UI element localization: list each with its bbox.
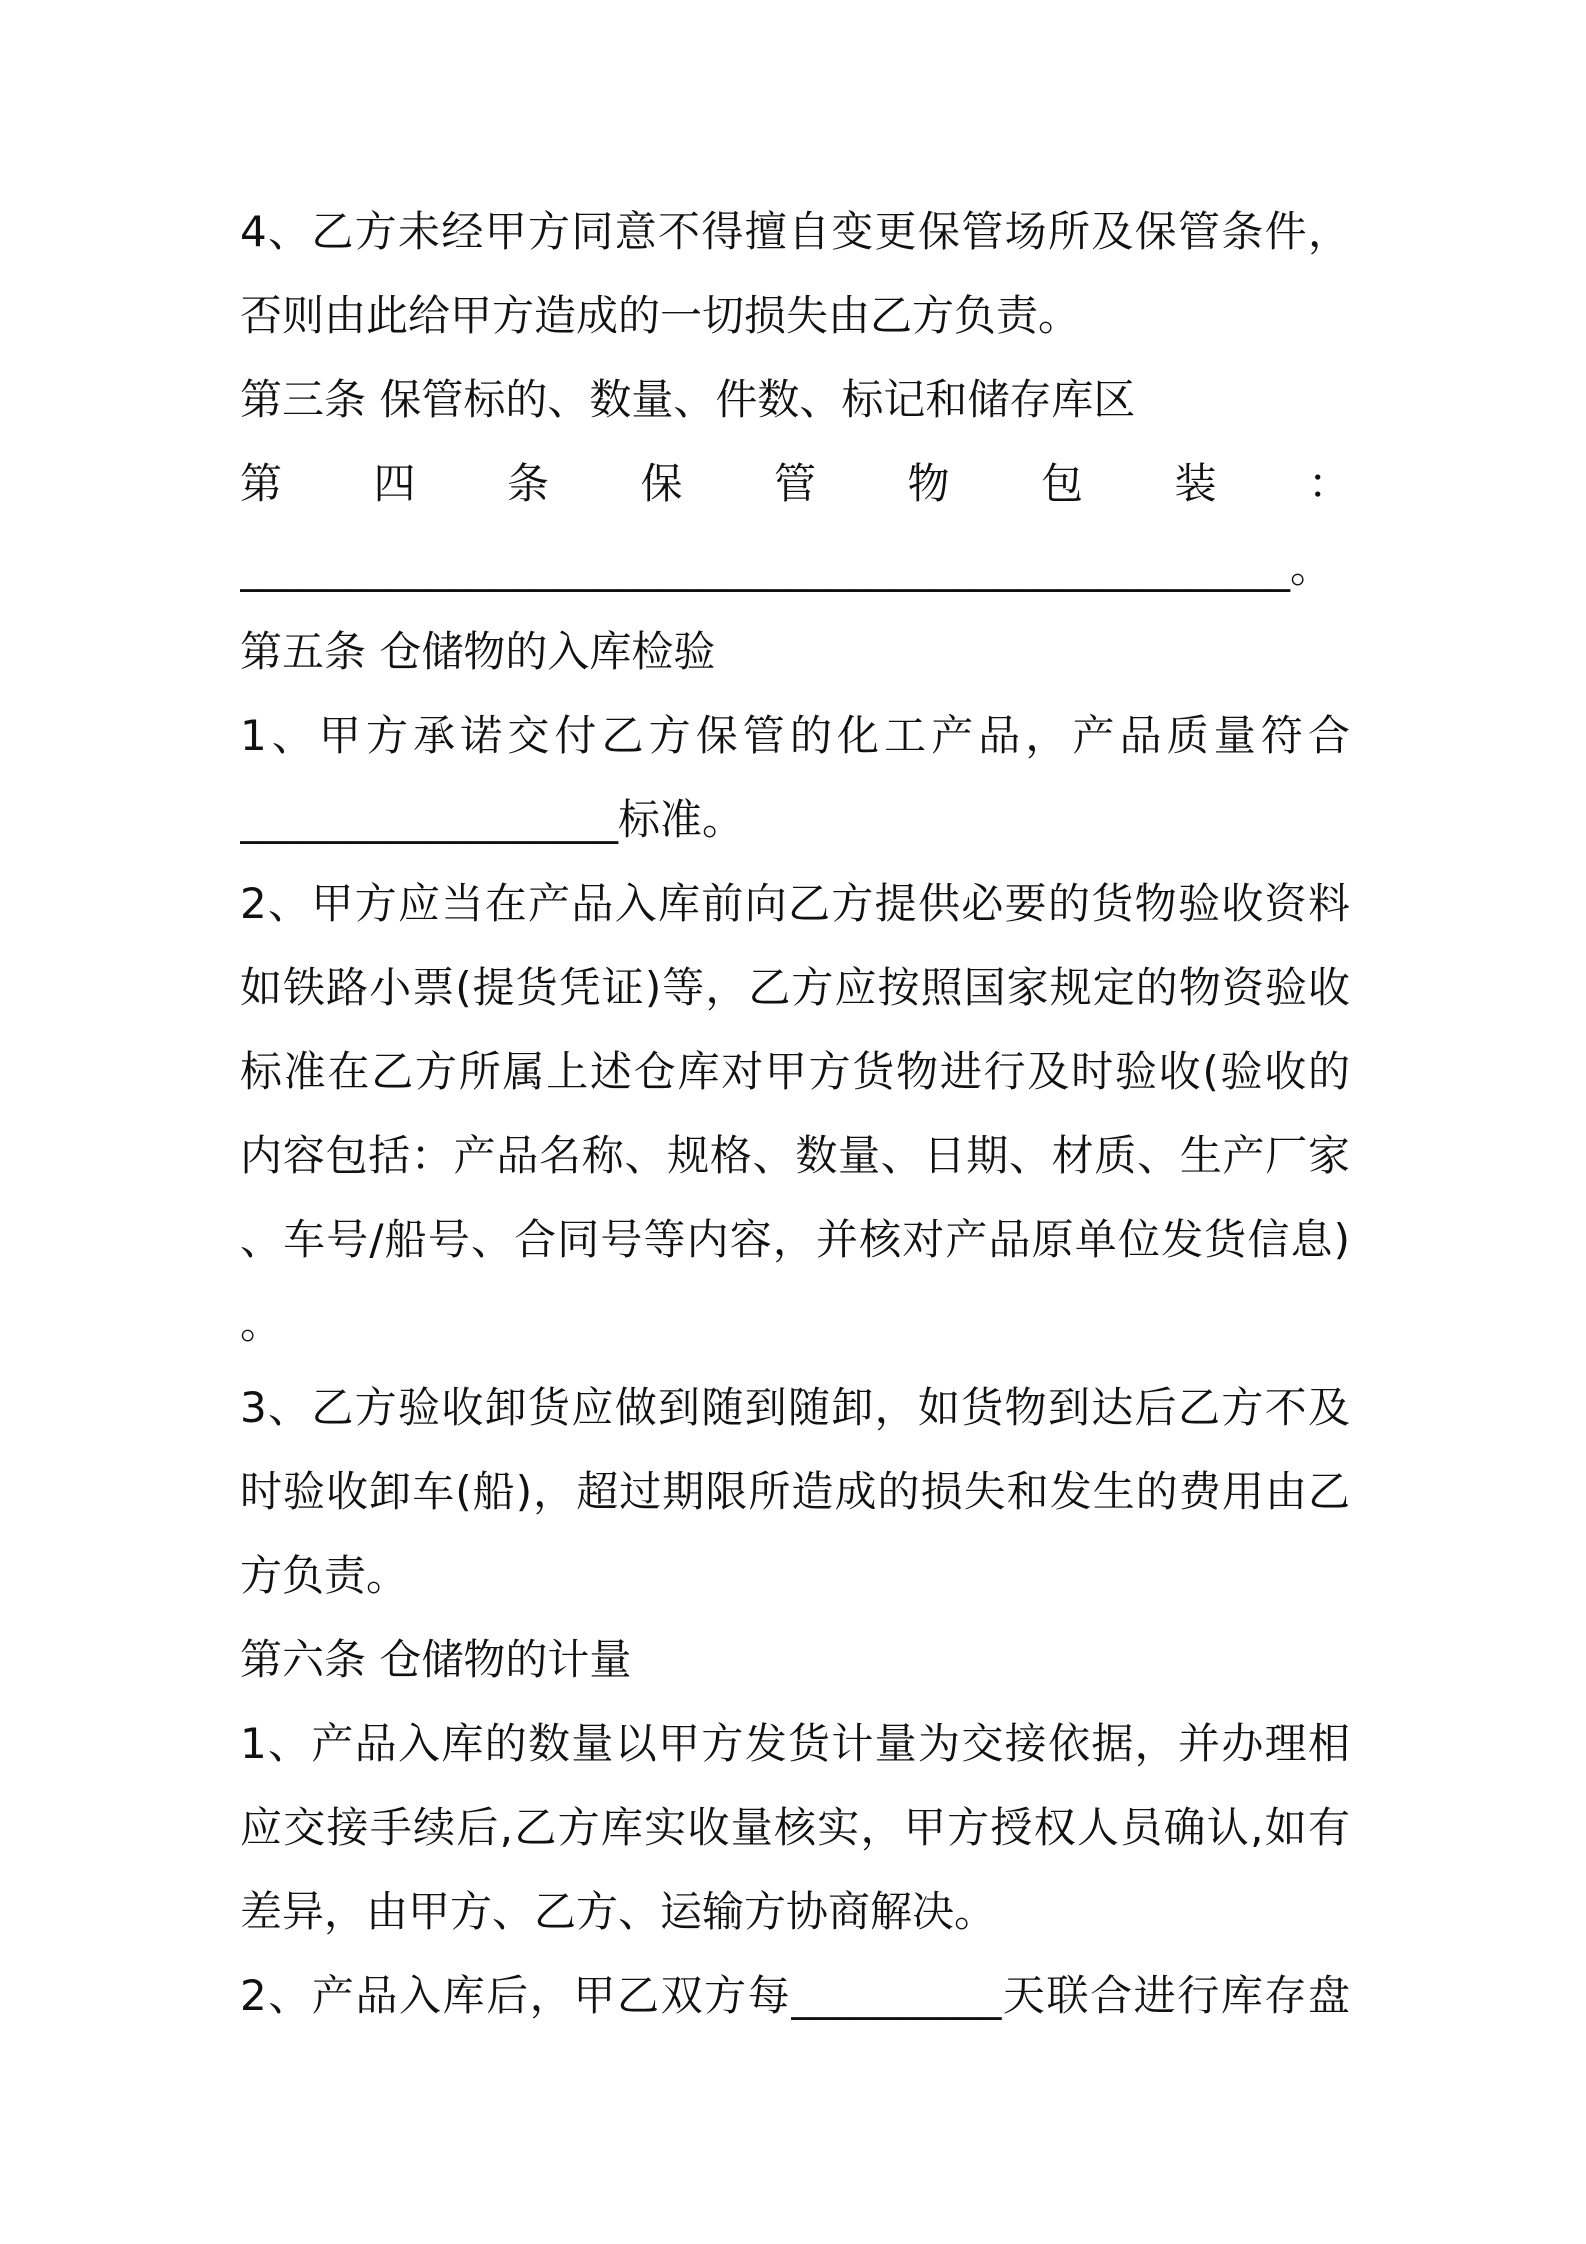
article-5-item-3-line-1: 3、乙方验收卸货应做到随到随卸，如货物到达后乙方不及: [240, 1383, 1350, 1432]
article-5-item-2-line-2: 如铁路小票(提货凭证)等，乙方应按照国家规定的物资验收: [240, 963, 1350, 1012]
article-5-heading: 第五条 仓储物的入库检验: [240, 627, 716, 676]
clause-4-line-2: 否则由此给甲方造成的一切损失由乙方负责。: [240, 291, 1081, 340]
article-5-item-1-line-1: 1、甲方承诺交付乙方保管的化工产品，产品质量符合: [240, 711, 1350, 760]
article-6-item-1-line-2: 应交接手续后,乙方库实收量核实，甲方授权人员确认,如有: [240, 1803, 1350, 1852]
article-5-item-2-line-4: 内容包括：产品名称、规格、数量、日期、材质、生产厂家: [240, 1131, 1350, 1180]
article-4-heading: 第 四 条 保 管 物 包 装 ：: [240, 459, 1350, 508]
article-3-heading: 第三条 保管标的、数量、件数、标记和储存库区: [240, 375, 1136, 424]
article-5-item-3-line-3: 方负责。: [240, 1551, 409, 1600]
article-5-item-1-line-2: __________________标准。: [240, 795, 745, 844]
article-5-item-2-line-3: 标准在乙方所属上述仓库对甲方货物进行及时验收(验收的: [240, 1047, 1350, 1096]
article-6-heading: 第六条 仓储物的计量: [240, 1635, 632, 1684]
article-6-item-2-line-1: 2、产品入库后，甲乙双方每__________天联合进行库存盘: [240, 1971, 1350, 2020]
article-5-item-2-line-6: 。: [240, 1299, 283, 1348]
article-6-item-1-line-3: 差异，由甲方、乙方、运输方协商解决。: [240, 1887, 997, 1936]
article-6-item-1-line-1: 1、产品入库的数量以甲方发货计量为交接依据，并办理相: [240, 1719, 1350, 1768]
article-5-item-2-line-5: 、车号/船号、合同号等内容，并核对产品原单位发货信息): [240, 1215, 1350, 1264]
article-5-item-2-line-1: 2、甲方应当在产品入库前向乙方提供必要的货物验收资料: [240, 879, 1350, 928]
article-4-blank: __________________________________________________。: [240, 543, 1332, 592]
document-body: [240, 190, 1350, 2038]
article-5-item-3-line-2: 时验收卸车(船)，超过期限所造成的损失和发生的费用由乙: [240, 1467, 1350, 1516]
clause-4-line-1: 4、乙方未经甲方同意不得擅自变更保管场所及保管条件，: [240, 207, 1350, 256]
